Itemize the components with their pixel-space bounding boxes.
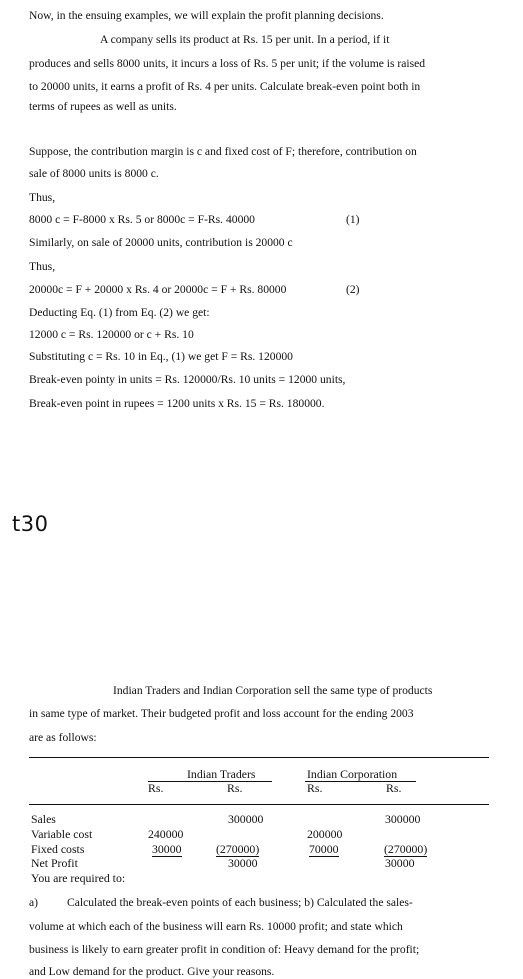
solution-line: 12000 c = Rs. 120000 or c + Rs. 10	[29, 328, 194, 341]
table-cell: 300000	[228, 812, 264, 826]
sub-header: Rs.	[307, 781, 323, 795]
table-cell: (270000)	[384, 842, 428, 856]
table-header-rule	[29, 804, 489, 805]
equation-2: 20000c = F + 20000 x Rs. 4 or 20000c = F + Rs. 80000	[29, 283, 287, 296]
example2-line: in same type of market. Their budgeted profit and loss account for the ending 2003	[29, 707, 414, 720]
table-cell: 200000	[307, 827, 343, 841]
table-cell: 240000	[148, 827, 184, 841]
example1-line: A company sells its product at Rs. 15 per unit. In a period, if it	[100, 33, 390, 46]
equation-2-label: (2)	[346, 283, 360, 296]
table-cell: 300000	[385, 812, 421, 826]
equation-1-label: (1)	[346, 213, 360, 226]
example1-line: produces and sells 8000 units, it incurs a loss of Rs. 5 per unit; if the volume is raised	[29, 57, 426, 70]
table-footer-text: You are required to:	[31, 871, 126, 885]
table-cell: 30000	[152, 842, 182, 856]
handwritten-annotation: t30	[12, 512, 49, 536]
example1-line: to 20000 units, it earns a profit of Rs. 4 per units. Calculate break-even point both in	[29, 80, 421, 93]
solution-line: Thus,	[29, 260, 56, 273]
intro-line: Now, in the ensuing examples, we will explain the profit planning decisions.	[29, 9, 384, 22]
sub-header: Rs.	[227, 781, 243, 795]
table-cell: 70000	[309, 842, 339, 856]
solution-line: Substituting c = Rs. 10 in Eq., (1) we get F = Rs. 120000	[29, 350, 293, 363]
sub-header: Rs.	[148, 781, 164, 795]
solution-line: Break-even point in rupees = 1200 units x Rs. 15 = Rs. 180000.	[29, 397, 325, 410]
solution-line: Deducting Eq. (1) from Eq. (2) we get:	[29, 306, 210, 319]
question-line: Calculated the break-even points of each business; b) Calculated the sales-	[67, 896, 413, 909]
table-cell: 30000	[228, 856, 258, 870]
group-underline-traders	[148, 781, 272, 782]
group-header-indian-corporation: Indian Corporation	[307, 767, 398, 781]
table-cell: 30000	[385, 856, 415, 870]
solution-line: Suppose, the contribution margin is c and fixed cost of F; therefore, contribution on	[29, 145, 417, 158]
question-line: business is likely to earn greater profit in condition of: Heavy demand for the profit;	[29, 943, 420, 956]
question-line: and Low demand for the product. Give your reasons.	[29, 965, 275, 978]
table-top-rule	[29, 757, 489, 758]
solution-line: sale of 8000 units is 8000 c.	[29, 167, 159, 180]
table-cell: (270000)	[216, 842, 260, 856]
row-label-fixed-costs: Fixed costs	[31, 842, 85, 856]
question-line: volume at which each of the business will earn Rs. 10000 profit; and state which	[29, 920, 403, 933]
row-label-sales: Sales	[31, 812, 56, 826]
row-label-variable-cost: Variable cost	[31, 827, 93, 841]
sub-header: Rs.	[386, 781, 402, 795]
question-marker: a)	[29, 896, 39, 909]
solution-line: Break-even pointy in units = Rs. 120000/Rs. 10 units = 12000 units,	[29, 373, 346, 386]
solution-line: Thus,	[29, 191, 56, 204]
row-label-net-profit: Net Profit	[31, 856, 78, 870]
example1-line: terms of rupees as well as units.	[29, 100, 177, 113]
equation-1: 8000 c = F-8000 x Rs. 5 or 8000c = F-Rs. 40000	[29, 213, 255, 226]
example2-line: Indian Traders and Indian Corporation sell the same type of products	[113, 684, 433, 697]
group-header-indian-traders: Indian Traders	[187, 767, 256, 781]
example2-line: are as follows:	[29, 731, 97, 744]
solution-line: Similarly, on sale of 20000 units, contribution is 20000 c	[29, 236, 293, 249]
